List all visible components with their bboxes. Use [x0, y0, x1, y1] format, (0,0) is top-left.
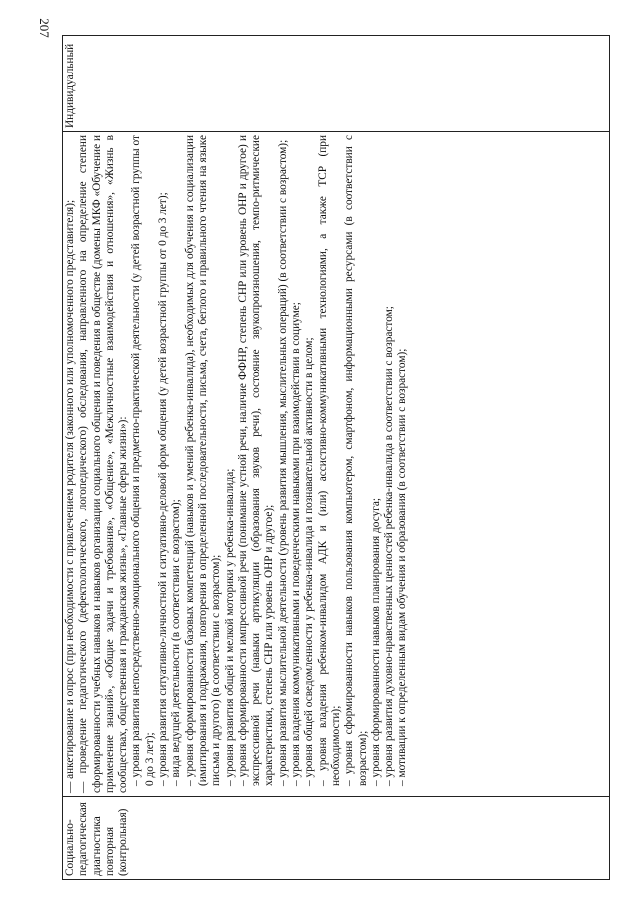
content-list-item: – уровня развития ситуативно-личностной и ситуативно-деловой форм общения (у детей возрастной группы от 0 до 3 лет); — [157, 192, 170, 786]
table-row — [63, 36, 610, 880]
diagnostic-content-cell — [63, 132, 610, 797]
diagnostic-type-line: (контрольная) — [117, 808, 130, 876]
rotated-table-container — [62, 35, 610, 880]
content-list-item: – вида ведущей деятельности (в соответствии с возрастом); — [170, 499, 183, 786]
content-paragraph: — анкетирование и опрос (при необходимости с привлечением родителя (законного или уполномоченного представителя); — [64, 199, 76, 793]
content-list-item: – уровня сформированности базовых компетенций (навыков и умений ребенка-инвалида), необходимых для обучения и социализации (имитирования и подражания, повторения в определенной последовательности, письма, счета, беглого и правильного чтения на языке письма и другого) (в соответствии с возрастом); — [183, 135, 223, 786]
content-list-item: – уровня владения ребенком-инвалидом АДК и (или) ассистивно-коммуникативными технологиями, а также ТСР (при необходимости); — [316, 135, 342, 786]
diagnostic-type-line: Социально- — [64, 819, 76, 876]
content-list-item: – уровня общей осведомленности у ребенка-инвалида и познавательной активности в целом; — [303, 337, 316, 786]
content-list-item: – уровня развития духовно-нравственных ценностей ребенка-инвалида в соответствии с возрастом; — [383, 306, 396, 786]
content-list-item: – уровня развития общей и мелкой моторики у ребенка-инвалида; — [223, 468, 236, 786]
content-list-item: – уровня развития мыслительной деятельности (уровень развития мышления, мыслительных операций) (в соответствии с возрастом); — [276, 139, 289, 786]
rehabilitation-table — [62, 35, 610, 880]
diagnostic-type-cell — [63, 797, 610, 880]
form-cell — [63, 36, 610, 132]
content-list-item: – уровня владения коммуникативными и поведенческими навыками при взаимодействии в социуме; — [290, 302, 303, 786]
page-number: 207 — [37, 18, 52, 38]
content-list-item: – уровня развития непосредственно-эмоционального общения и предметно-практической деятельности (у детей возрастной группы от 0 до 3 лет); — [130, 135, 156, 786]
content-list-item: – уровня сформированности импрессивной речи (понимание устной речи, наличие ФФНР, степень СНР или уровень ОНР и другое) и экспрессивной речи (навыки артикуляции (образования звуков речи), состояние звукопроизношения, темпо-ритмические характеристики, степень СНР или уровень ОНР и другое); — [236, 135, 276, 786]
diagnostic-type-line: педагогическая — [77, 802, 90, 876]
form-label: Индивидуальный — [64, 43, 76, 128]
diagnostic-type-line: повторная — [103, 826, 116, 876]
content-paragraph: — проведение педагогического (дефектологического, логопедического) обследования, направленного на определение степени сформированности учебных навыков и навыков организации социального общения и поведения в обществе (домены МКФ «Обучение и применение знаний», «Общие задачи и требования», «Общение», «Межличностные взаимодействия и отношения», «Жизнь в сообществах, общественная и гражданская жизнь», «Главные сферы жизни»): — [77, 135, 130, 793]
content-list-item: – мотивации к определенным видам обучения и образования (в соответствии с возрастом); — [396, 348, 409, 786]
content-list-item: – уровня сформированности навыков пользования компьютером, смартфоном, информационными ресурсами (в соответствии с возрастом); — [343, 135, 369, 786]
diagnostic-type-line: диагностика — [90, 816, 103, 876]
content-list-item: – уровня сформированности навыков планирования досуга; — [369, 497, 382, 786]
